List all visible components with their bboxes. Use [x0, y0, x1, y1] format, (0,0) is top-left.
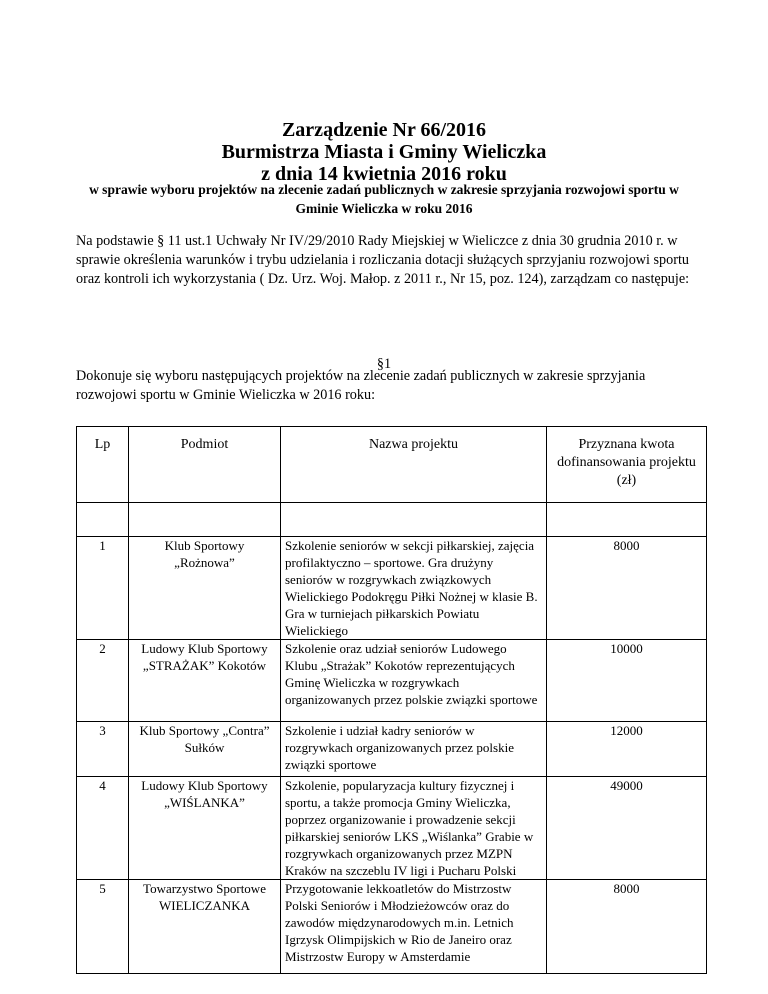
header-nazwa: Nazwa projektu: [281, 427, 547, 503]
document-date: z dnia 14 kwietnia 2016 roku: [261, 163, 507, 185]
row-podmiot: Ludowy Klub Sportowy „WIŚLANKA”: [129, 777, 281, 880]
section-mark: §1: [376, 356, 392, 372]
header-lp: Lp: [77, 427, 129, 503]
row-kwota: 10000: [547, 640, 707, 722]
row-nazwa: Szkolenie seniorów w sekcji piłkarskiej, zajęcia profilaktyczno – sportowe. Gra drużyny seniorów w rozgrywkach związkowych Wielickiego Podokręgu Piłki Nożnej w klasie B. Gra w turniejach piłkarskich Powiatu Wielickiego: [281, 537, 547, 640]
section-text: Dokonuje się wyboru następujących projektów na zlecenie zadań publicznych w zakresie sprzyjania rozwojowi sportu w Gminie Wieliczka w 2016 roku:: [76, 368, 646, 403]
document-subject: w sprawie wyboru projektów na zlecenie zadań publicznych w zakresie sprzyjania rozwojowi sportu w Gminie Wieliczka w roku 2016: [89, 182, 679, 216]
row-kwota: 49000: [547, 777, 707, 880]
row-podmiot: Towarzystwo Sportowe WIELICZANKA: [129, 880, 281, 974]
row-kwota: 12000: [547, 722, 707, 777]
table-header-row: [77, 427, 707, 503]
document-issuer: Burmistrza Miasta i Gminy Wieliczka: [221, 141, 547, 163]
row-nazwa: Szkolenie, popularyzacja kultury fizycznej i sportu, a także promocja Gminy Wieliczka, poprzez organizowanie i prowadzenie sekcji piłkarskiej seniorów LKS „Wiślanka” Grabie w rozgrywkach organizowanych przez MZPN Kraków na szczeblu IV ligi i Pucharu Polski: [281, 777, 547, 880]
row-nazwa: Szkolenie i udział kadry seniorów w rozgrywkach organizowanych przez polskie związki sportowe: [281, 722, 547, 777]
document-title: Zarządzenie Nr 66/2016: [281, 119, 487, 141]
table-row: [77, 640, 707, 722]
table-row: [77, 537, 707, 640]
preamble-paragraph: Na podstawie § 11 ust.1 Uchwały Nr IV/29/2010 Rady Miejskiej w Wieliczce z dnia 30 grudnia 2010 r. w sprawie określenia warunków i trybu udzielania i rozliczania dotacji służących sprzyjaniu rozwojowi sportu oraz kontroli ich wykorzystania ( Dz. Urz. Woj. Małop. z 2011 r., Nr 15, poz. 124), zarządzam co następuje:: [76, 233, 690, 287]
row-lp: 5: [77, 880, 129, 974]
row-lp: 4: [77, 777, 129, 880]
table-row: [77, 722, 707, 777]
projects-table: [76, 426, 707, 974]
header-kwota: Przyznana kwota dofinansowania projektu (zł): [547, 427, 707, 503]
row-lp: 1: [77, 537, 129, 640]
row-lp: 3: [77, 722, 129, 777]
row-nazwa: Przygotowanie lekkoatletów do Mistrzostw Polski Seniorów i Młodzieżowców oraz do zawodów międzynarodowych m.in. Letnich Igrzysk Olimpijskich w Rio de Janeiro oraz Mistrzostw Europy w Amsterdamie: [281, 880, 547, 974]
row-podmiot: Klub Sportowy „Contra” Sułków: [129, 722, 281, 777]
header-podmiot: Podmiot: [129, 427, 281, 503]
spacer-row: [77, 503, 707, 537]
row-podmiot: Klub Sportowy „Rożnowa”: [129, 537, 281, 640]
row-nazwa: Szkolenie oraz udział seniorów Ludowego Klubu „Strażak” Kokotów reprezentujących Gminę Wieliczka w rozgrywkach organizowanych przez polskie związki sportowe: [281, 640, 547, 722]
row-podmiot: Ludowy Klub Sportowy „STRAŻAK” Kokotów: [129, 640, 281, 722]
row-kwota: 8000: [547, 880, 707, 974]
row-lp: 2: [77, 640, 129, 722]
table-row: [77, 880, 707, 974]
table-row: [77, 777, 707, 880]
row-kwota: 8000: [547, 537, 707, 640]
